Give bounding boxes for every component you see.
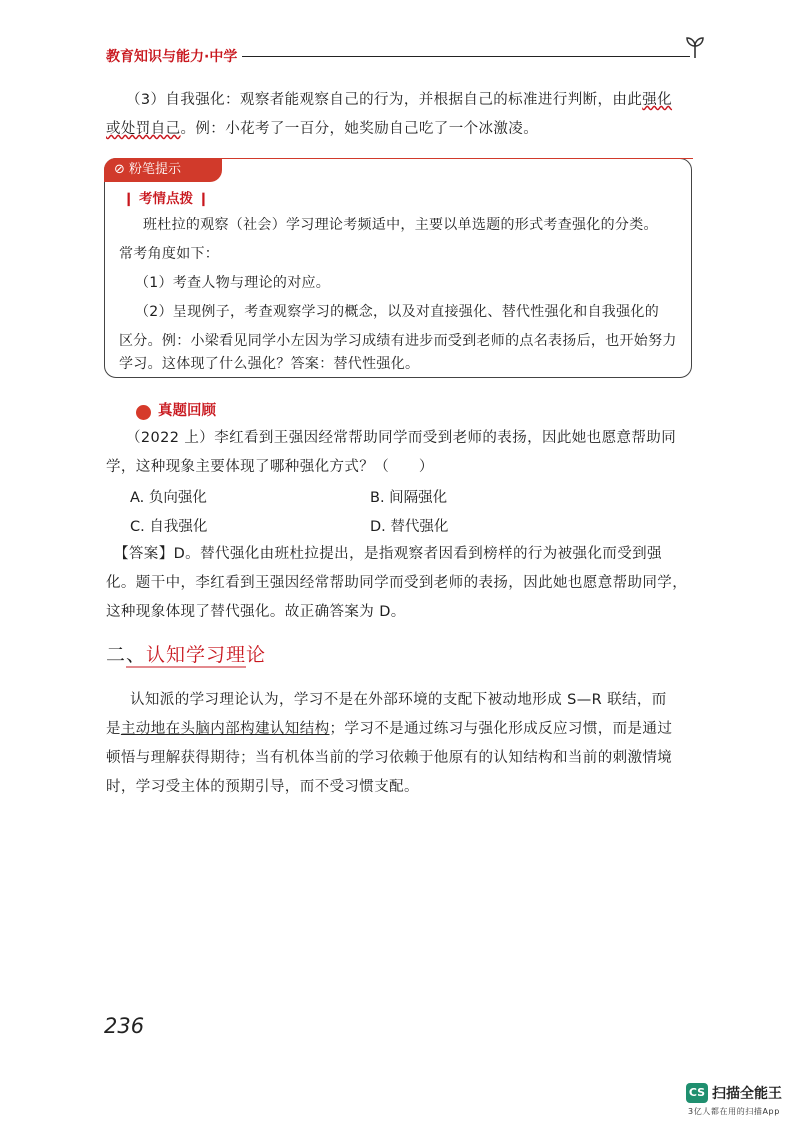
self-reinforcement-line1	[126, 86, 696, 115]
tip-line-2: 常考角度如下：	[119, 246, 220, 262]
intro-underlined: 强化	[642, 92, 673, 108]
tip-line-5: 区分。例：小梁看见同学小左因为学习成绩有进步而受到老师的点名表扬后，也开始努力	[119, 333, 677, 349]
section-number: 二、	[106, 644, 147, 666]
cognitive-line-4: 时，学习受主体的预期引导，而不受习惯支配。	[106, 779, 419, 795]
header-rule	[242, 56, 690, 57]
cognitive-line-3: 顿悟与理解获得期待；当有机体当前的学习依赖于他原有的认知结构和当前的刺激情境	[106, 750, 673, 766]
watermark-name: 扫描全能王	[712, 1086, 782, 1102]
page-header	[106, 34, 706, 74]
section-heading-underline	[126, 666, 246, 668]
cognitive-line-2	[106, 715, 700, 744]
intro-text: （3）自我强化：观察者能观察自己的行为，并根据自己的标准进行判断，由此	[126, 92, 643, 108]
tip-line-6: 学习。这体现了什么强化？答案：替代性强化。	[119, 356, 420, 372]
intro-example: 。例：小花考了一百分，她奖励自己吃了一个冰激凌。	[180, 121, 539, 137]
option-b: B. 间隔强化	[370, 490, 448, 506]
cognitive-line-2-post: ；学习不是通过练习与强化形成反应习惯，而是通过	[329, 721, 673, 737]
sprout-icon	[682, 34, 708, 60]
section-title-text: 认知学习理论	[146, 644, 267, 666]
watermark-tagline: 3亿人都在用的扫描App	[688, 1107, 780, 1116]
answer-line-2: 化。题干中，李红看到王强因经常帮助同学而受到老师的表扬，因此她也愿意帮助同学，	[106, 575, 688, 591]
tip-tab-label: 粉笔提示	[129, 162, 182, 177]
option-c: C. 自我强化	[130, 519, 208, 535]
tip-subheading: ❙ 考情点拨 ❙	[123, 191, 210, 207]
tip-tab-rule	[221, 158, 693, 159]
tip-line-4: （2）呈现例子，考查观察学习的概念，以及对直接强化、替代性强化和自我强化的	[135, 304, 660, 320]
intro-underlined-2: 或处罚自己	[106, 121, 181, 137]
tip-line-3: （1）考查人物与理论的对应。	[135, 275, 331, 291]
tip-line-1: 班杜拉的观察（社会）学习理论考频适中，主要以单选题的形式考查强化的分类。	[143, 217, 658, 233]
cognitive-line-1: 认知派的学习理论认为，学习不是在外部环境的支配下被动地形成 S—R 联结，而	[130, 692, 667, 708]
review-icon	[136, 405, 151, 420]
answer-line-3: 这种现象体现了替代强化。故正确答案为 D。	[106, 604, 406, 620]
tip-tab	[104, 158, 222, 182]
page-number: 236	[104, 1014, 145, 1038]
cs-logo-icon: CS	[686, 1083, 708, 1103]
self-reinforcement-line2	[106, 115, 696, 144]
review-title: 真题回顾	[158, 403, 216, 419]
prohibit-icon: ⊘	[114, 162, 130, 177]
cognitive-underlined: 主动地在头脑内部构建认知结构	[120, 721, 330, 737]
header-title: 教育知识与能力·中学	[106, 49, 238, 65]
question-line-2: 学，这种现象主要体现了哪种强化方式？（ ）	[106, 459, 434, 475]
section-heading	[106, 640, 266, 667]
option-a: A. 负向强化	[130, 490, 207, 506]
answer-line-1: 【答案】D。替代强化由班杜拉提出，是指观察者因看到榜样的行为被强化而受到强	[114, 546, 662, 562]
tip-box	[104, 158, 692, 378]
cognitive-line-2-pre: 是	[106, 721, 121, 737]
option-d: D. 替代强化	[370, 519, 449, 535]
question-line-1: （2022 上）李红看到王强因经常帮助同学而受到老师的表扬，因此她也愿意帮助同	[126, 430, 677, 446]
